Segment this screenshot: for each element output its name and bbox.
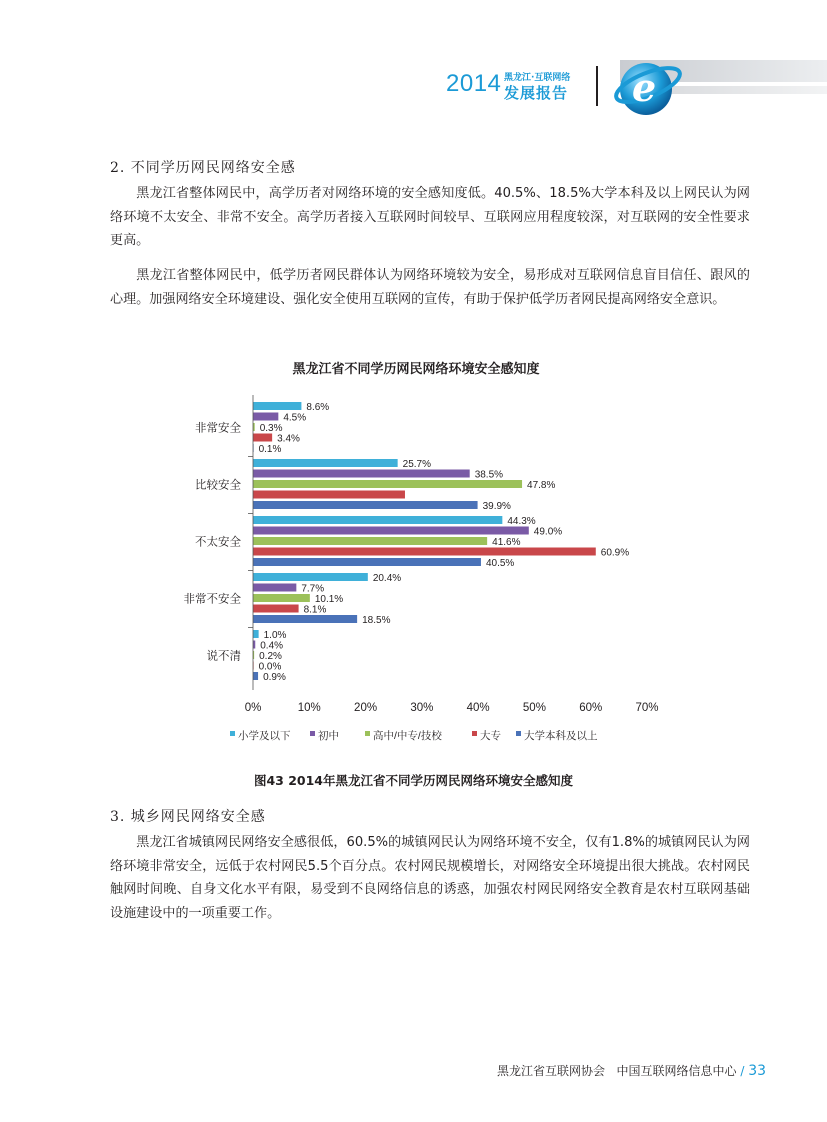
bar [253,548,596,556]
bar [253,615,357,623]
x-tick-label: 70% [635,702,659,714]
bar [253,470,470,478]
x-tick-label: 60% [579,702,603,714]
bar [253,527,529,535]
footer-org-2: 中国互联网络信息中心 [616,1064,737,1078]
bar [253,413,278,421]
data-label: 41.6% [492,537,521,548]
x-tick-label: 30% [410,702,434,714]
page-header [0,0,827,125]
header-title: 发展报告 [504,84,569,102]
legend-label: 高中/中专/技校 [373,730,442,742]
bar [253,573,368,581]
bar [253,594,310,602]
category-label: 比较安全 [195,479,241,492]
data-label: 0.3% [259,423,283,434]
data-label: 40.5% [485,558,515,569]
legend-swatch [472,731,477,736]
section-3-paragraph-1: 黑龙江省城镇网民网络安全感很低，60.5%的城镇网民认为网络环境不安全，仅有1.8%的城镇网民认为网络环境非常安全，远低于农村网民5.5个百分点。农村网民规模增长，对网络安全环境提出很大挑战。农村网民触网时间晚、自身文化水平有限，易受到不良网络信息的诱惑，加强农村网民网络安全教育是农村互联网基础设施建设中的一项重要工作。 [110,835,750,921]
page-number: 33 [748,1063,767,1079]
category-label: 非常安全 [195,422,241,435]
bar [253,516,502,524]
bar [253,434,272,442]
data-label: 0.2% [259,651,282,662]
legend-swatch [365,731,370,736]
section-2-paragraph-1: 黑龙江省整体网民中，高学历者对网络环境的安全感知度低。40.5%、18.5%大学本科及以上网民认为网络环境不太安全、非常不安全。高学历者接入互联网时间较早、互联网应用程度较深，对互联网的安全性要求更高。 [110,186,750,248]
bar [253,480,522,488]
figure-caption: 图43 2014年黑龙江省不同学历网民网络环境安全感知度 [253,773,574,788]
header-subtitle: 黑龙江·互联网络 [504,73,571,83]
section-2-paragraph-2: 黑龙江省整体网民中，低学历者网民群体认为网络环境较为安全，易形成对互联网信息盲目信任、跟风的心理。加强网络安全环境建设、强化安全使用互联网的宣传，有助于保护低学历者网民提高网络安全意识。 [110,268,750,307]
bar [253,459,398,467]
data-label: 0.9% [263,672,286,683]
data-label: 25.7% [402,459,432,470]
legend-label: 初中 [318,730,339,742]
education-safety-bar-chart [160,350,680,750]
header-divider [596,66,598,106]
header-band-secondary [660,86,827,94]
bar [253,672,258,680]
legend-label: 小学及以下 [238,730,291,742]
data-label: 60.9% [600,547,630,559]
bar [253,630,259,638]
chart-title: 黑龙江省不同学历网民网络环境安全感知度 [292,361,540,376]
category-label: 说不清 [206,650,241,663]
data-label: 8.1% [303,604,327,616]
x-tick-label: 50% [522,702,546,714]
bar [253,491,405,499]
x-tick-label: 20% [354,702,378,714]
bar [253,501,478,509]
data-label: 38.5% [474,469,504,481]
svg-text:e: e [632,65,657,110]
bar [253,584,296,592]
x-tick-label: 40% [466,702,490,714]
data-label: 7.7% [301,583,325,595]
data-label: 49.0% [533,526,563,538]
data-label: 18.5% [362,615,391,626]
legend-label: 大专 [480,730,501,742]
section-2-title: 2. 不同学历网民网络安全感 [110,160,296,176]
bar [253,558,481,566]
data-label: 4.5% [283,412,307,424]
footer-org-1: 黑龙江省互联网协会 [497,1064,606,1078]
x-tick-label: 0% [244,702,262,714]
category-label: 非常不安全 [183,593,241,606]
data-label: 1.0% [263,630,287,641]
legend-swatch [230,731,235,736]
section-3-title: 3. 城乡网民网络安全感 [110,809,266,825]
legend-swatch [310,731,315,736]
bar [253,537,487,545]
x-tick-label: 10% [297,702,321,714]
data-label: 8.6% [306,402,330,413]
e-logo-icon [612,55,684,120]
header-year: 2014 [446,70,502,97]
data-label: 3.4% [277,433,300,445]
page-footer [497,1062,766,1079]
data-label: 0.4% [260,640,284,652]
data-label: 0.0% [258,661,282,673]
data-label: 20.4% [372,573,402,584]
footer-separator: / [740,1064,745,1078]
legend-label: 大学本科及以上 [524,730,598,742]
data-label: 47.8% [527,480,556,491]
bar [253,402,301,410]
data-label: 0.1% [258,444,282,455]
data-label: 44.3% [507,516,536,527]
data-label: 10.1% [314,594,344,605]
legend-swatch [516,731,521,736]
bar [253,605,299,613]
category-label: 不太安全 [195,536,241,549]
data-label: 39.9% [482,501,511,512]
